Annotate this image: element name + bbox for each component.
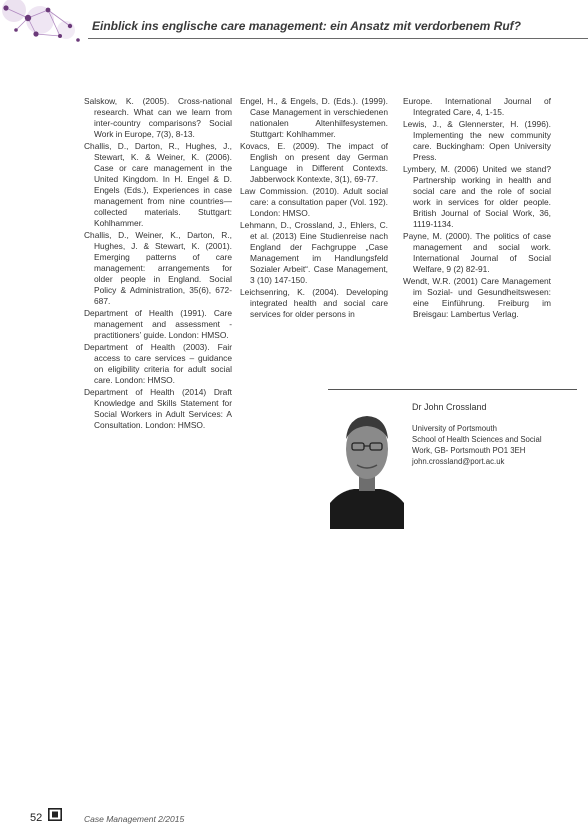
reference-entry: Engel, H., & Engels, D. (Eds.). (1999). Case Management in verschiedenen nationalen Altenhilfesystemen. Stuttgart: Kohlhammer.: [240, 96, 388, 139]
reference-entry: Lewis, J., & Glennerster, H. (1996). Implementing the new community care. Buckingham: Open University Press.: [403, 119, 551, 162]
reference-entry: Department of Health (2014) Draft Knowledge and Skills Statement for Social Workers in Adult Services: A Consultation. London: HMSO.: [84, 387, 232, 430]
reference-entry: Wendt, W.R. (2001) Care Management im Sozial- und Gesundheitswesen: eine Einführung. Freiburg im Breisgau: Lambertus Verlag.: [403, 276, 551, 319]
author-affiliation: [412, 423, 577, 467]
journal-logo-icon: [48, 808, 62, 821]
author-affiliation-line: University of Portsmouth: [412, 424, 497, 433]
reference-entry: Challis, D., Weiner, K., Darton, R., Hughes, J. & Stewart, K. (2001). Emerging patterns of care management: arrangements for older people in England. Social Policy & Administration, 35(6), 672-687.: [84, 230, 232, 306]
author-affiliation-line: School of Health Sciences and Social: [412, 435, 542, 444]
reference-entry: Lehmann, D., Crossland, J., Ehlers, C. et al. (2013) Eine Studienreise nach England der Fachgruppe „Case Management im Handlungsfeld Sozialer Arbeit“. Case Management, 3 (10) 147-150.: [240, 220, 388, 285]
references-column-2: [240, 96, 388, 321]
author-box-divider: [328, 389, 577, 390]
reference-entry: Europe. International Journal of Integrated Care, 4, 1-15.: [403, 96, 551, 117]
reference-entry: Payne, M. (2000). The politics of case management and social work. International Journal of Social Welfare, 9 (2) 82-91.: [403, 231, 551, 274]
running-header-title: Einblick ins englische care management: ein Ansatz mit verdorbenem Ruf?: [92, 19, 521, 33]
reference-entry: Department of Health (2003). Fair access to care services – guidance on eligibility criteria for adult social care. London: HMSO.: [84, 342, 232, 385]
journal-title: Case Management 2/2015: [84, 814, 185, 824]
references-column-3: [403, 96, 551, 321]
reference-entry: Kovacs, E. (2009). The impact of English on present day German Language in Different Contexts. Jabberwock Kontexte, 3(1), 69-77.: [240, 141, 388, 184]
page-number: 52: [30, 812, 43, 824]
reference-entry: Lymbery, M. (2006) United we stand? Partnership working in health and social care and the role of social work in services for older people. British Journal of Social Work, 36, 1119-1134.: [403, 164, 551, 229]
author-portrait-photo: [330, 399, 404, 529]
reference-entry: Challis, D., Darton, R., Hughes, J., Stewart, K. & Weiner, K. (2006). Case or care management in the United Kingdom. In H. Engel & D. Engels (Eds.), Experiences in case management from nine countries—collected materials. Stuttgart: Kohlhammer.: [84, 141, 232, 228]
header-logo-graphic: [0, 0, 84, 46]
reference-entry: Department of Health (1991). Care management and assessment - practitioners’ guide. London: HMSO.: [84, 308, 232, 340]
reference-entry: Leichsenring, K. (2004). Developing integrated health and social care services for older persons in: [240, 287, 388, 319]
references-column-1: [84, 96, 232, 432]
author-name: Dr John Crossland: [412, 402, 487, 412]
header-divider: [88, 38, 588, 39]
reference-entry: Law Commission. (2010). Adult social care: a consultation paper (Vol. 192). London: HMSO.: [240, 186, 388, 218]
author-affiliation-line: Work, GB- Portsmouth PO1 3EH: [412, 446, 526, 455]
reference-entry: Salskow, K. (2005). Cross-national research. What can we learn from inter-country comparisons? Social Work in Europe, 7(3), 8-13.: [84, 96, 232, 139]
author-email[interactable]: john.crossland@port.ac.uk: [412, 457, 505, 466]
